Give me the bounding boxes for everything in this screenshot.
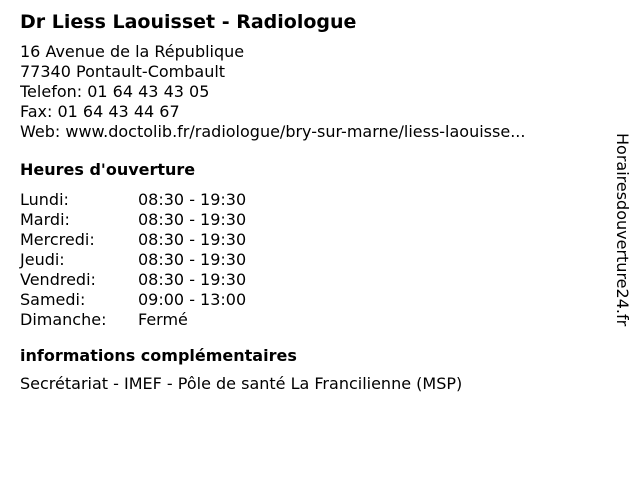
hours-heading: Heures d'ouverture (20, 160, 196, 179)
info-heading: informations complémentaires (20, 346, 297, 365)
day-hours: 09:00 - 13:00 (138, 290, 247, 309)
day-label: Dimanche: (20, 310, 107, 329)
web-line: Web: www.doctolib.fr/radiologue/bry-sur-marne/liess-laouisse... (20, 122, 526, 141)
address-street: 16 Avenue de la République (20, 42, 245, 61)
page-title: Dr Liess Laouisset - Radiologue (20, 11, 357, 33)
day-hours: 08:30 - 19:30 (138, 190, 247, 209)
day-hours: Fermé (138, 310, 188, 329)
watermark-vertical (612, 133, 632, 373)
day-label: Lundi: (20, 190, 69, 209)
day-hours: 08:30 - 19:30 (138, 270, 247, 289)
address-block (20, 42, 600, 142)
address-city: 77340 Pontault-Combault (20, 62, 226, 81)
hours-row-tuesday (20, 210, 600, 230)
hours-row-sunday (20, 310, 600, 330)
business-card (20, 10, 600, 394)
day-hours: 08:30 - 19:30 (138, 210, 247, 229)
day-label: Samedi: (20, 290, 86, 309)
hours-table (20, 190, 600, 330)
hours-row-thursday (20, 250, 600, 270)
info-text: Secrétariat - IMEF - Pôle de santé La Francilienne (MSP) (20, 374, 463, 393)
day-label: Mardi: (20, 210, 70, 229)
hours-row-monday (20, 190, 600, 210)
fax-line: Fax: 01 64 43 44 67 (20, 102, 180, 121)
hours-row-wednesday (20, 230, 600, 250)
day-hours: 08:30 - 19:30 (138, 230, 247, 249)
hours-row-saturday (20, 290, 600, 310)
watermark-text: Horairesdouverture24.fr (613, 133, 632, 327)
hours-row-friday (20, 270, 600, 290)
day-label: Mercredi: (20, 230, 95, 249)
day-label: Vendredi: (20, 270, 96, 289)
day-label: Jeudi: (20, 250, 65, 269)
phone-line: Telefon: 01 64 43 43 05 (20, 82, 210, 101)
day-hours: 08:30 - 19:30 (138, 250, 247, 269)
